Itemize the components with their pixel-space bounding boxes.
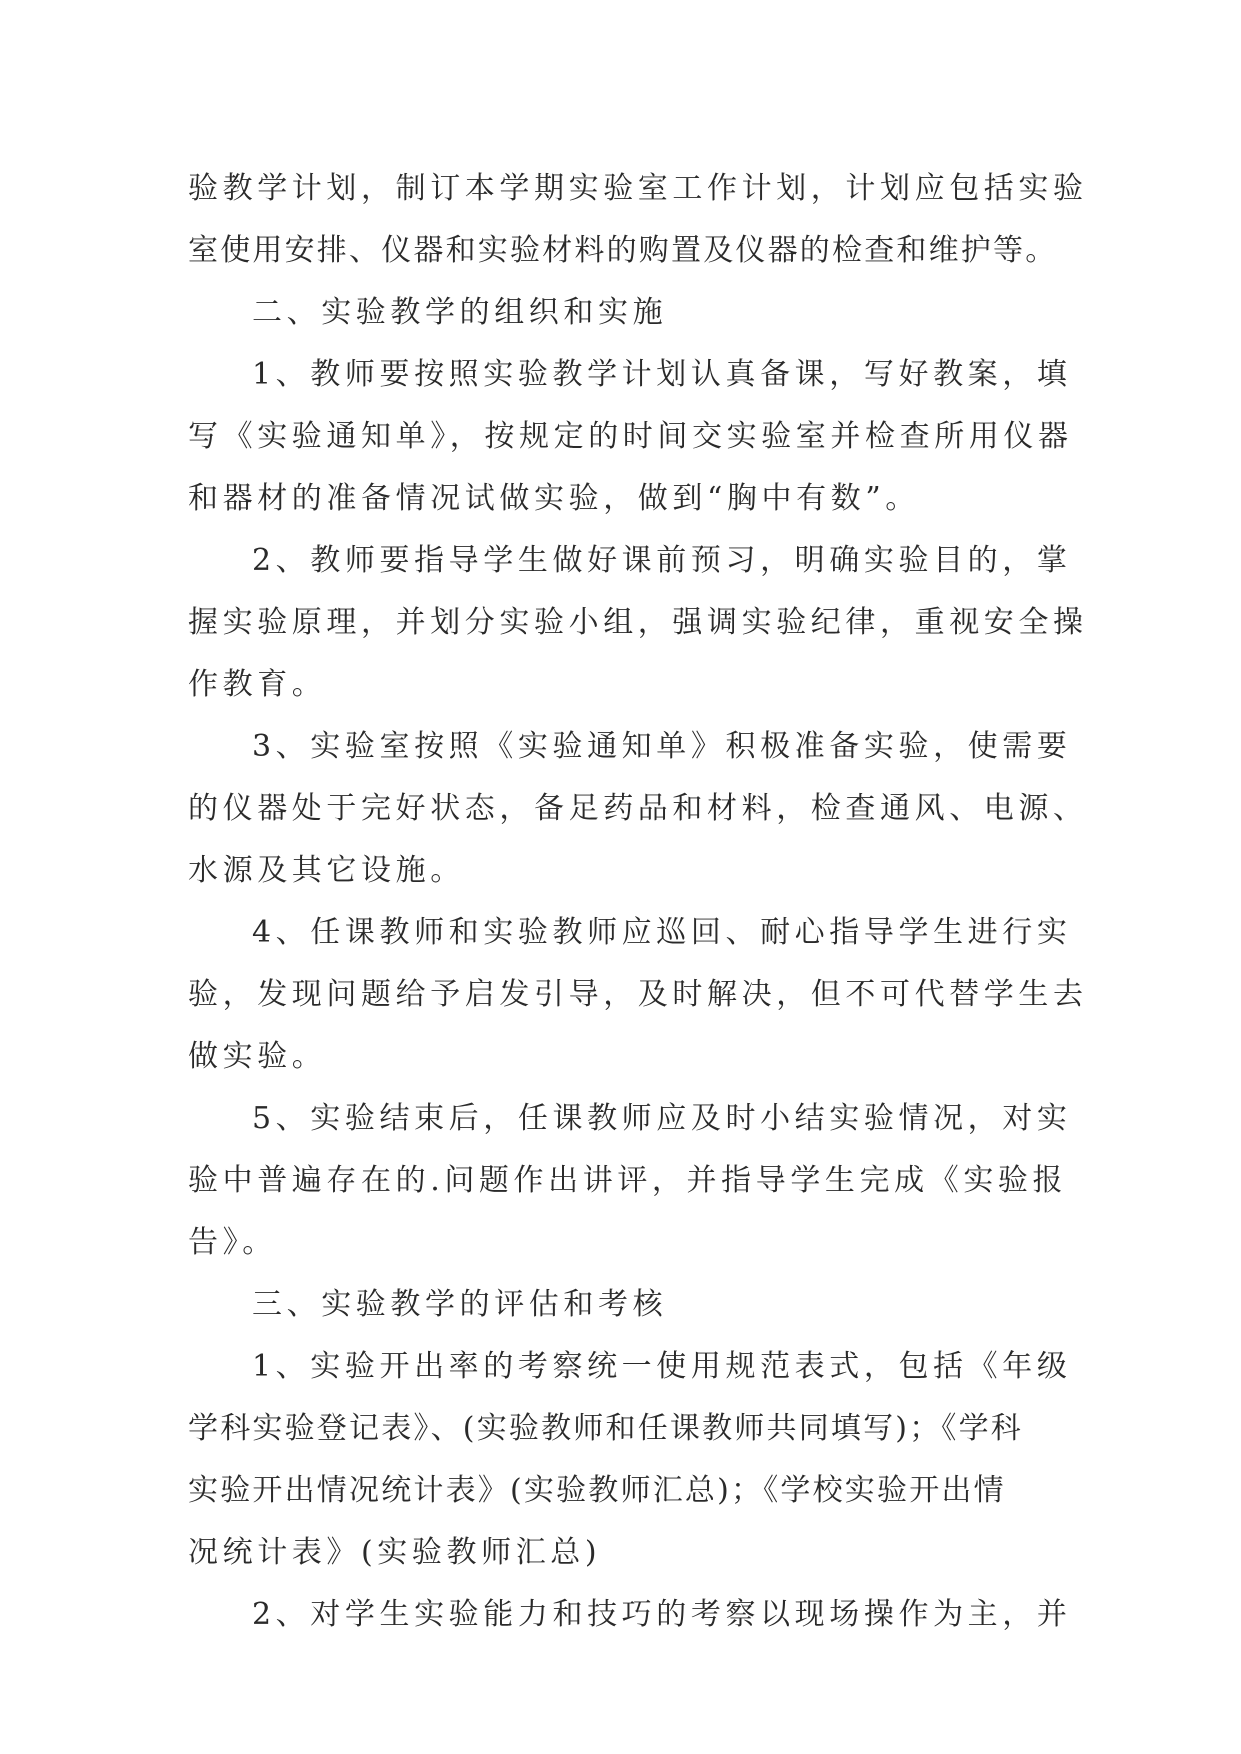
- text-line: 3、实验室按照《实验通知单》积极准备实验，使需要: [252, 729, 1072, 764]
- text-line: 4、任课教师和实验教师应巡回、耐心指导学生进行实: [252, 915, 1072, 950]
- text-line: 握实验原理，并划分实验小组，强调实验纪律，重视安全操: [188, 605, 1088, 640]
- section-heading: 三、实验教学的评估和考核: [252, 1287, 668, 1322]
- text-line: 告》。: [188, 1225, 277, 1260]
- text-line: 作教育。: [188, 667, 327, 702]
- text-line: 室使用安排、仪器和实验材料的购置及仪器的检查和维护等。: [188, 233, 1058, 268]
- text-line: 况统计表》(实验教师汇总): [188, 1535, 602, 1570]
- text-line: 做实验。: [188, 1039, 327, 1074]
- text-line: 学科实验登记表》、(实验教师和任课教师共同填写)；《学科: [188, 1411, 1024, 1446]
- text-line: 验，发现问题给予启发引导，及时解决，但不可代替学生去: [188, 977, 1088, 1012]
- text-line: 水源及其它设施。: [188, 853, 465, 888]
- text-line: 和器材的准备情况试做实验，做到“胸中有数”。: [188, 481, 920, 516]
- text-line: 1、实验开出率的考察统一使用规范表式，包括《年级: [252, 1349, 1072, 1384]
- document-body: [188, 158, 1088, 1646]
- text-line: 的仪器处于完好状态，备足药品和材料，检查通风、电源、: [188, 791, 1088, 826]
- text-line: 验中普遍存在的.问题作出讲评，并指导学生完成《实验报: [188, 1163, 1068, 1198]
- text-line: 验教学计划，制订本学期实验室工作计划，计划应包括实验: [188, 171, 1088, 206]
- text-line: 写《实验通知单》，按规定的时间交实验室并检查所用仪器: [188, 419, 1073, 454]
- section-heading: 二、实验教学的组织和实施: [252, 295, 668, 330]
- text-line: 实验开出情况统计表》(实验教师汇总)；《学校实验开出情: [188, 1473, 1006, 1508]
- text-line: 1、教师要按照实验教学计划认真备课，写好教案，填: [252, 357, 1072, 392]
- text-line: 2、对学生实验能力和技巧的考察以现场操作为主，并: [252, 1597, 1072, 1632]
- text-line: 2、教师要指导学生做好课前预习，明确实验目的，掌: [252, 543, 1072, 578]
- text-line: 5、实验结束后，任课教师应及时小结实验情况，对实: [252, 1101, 1072, 1136]
